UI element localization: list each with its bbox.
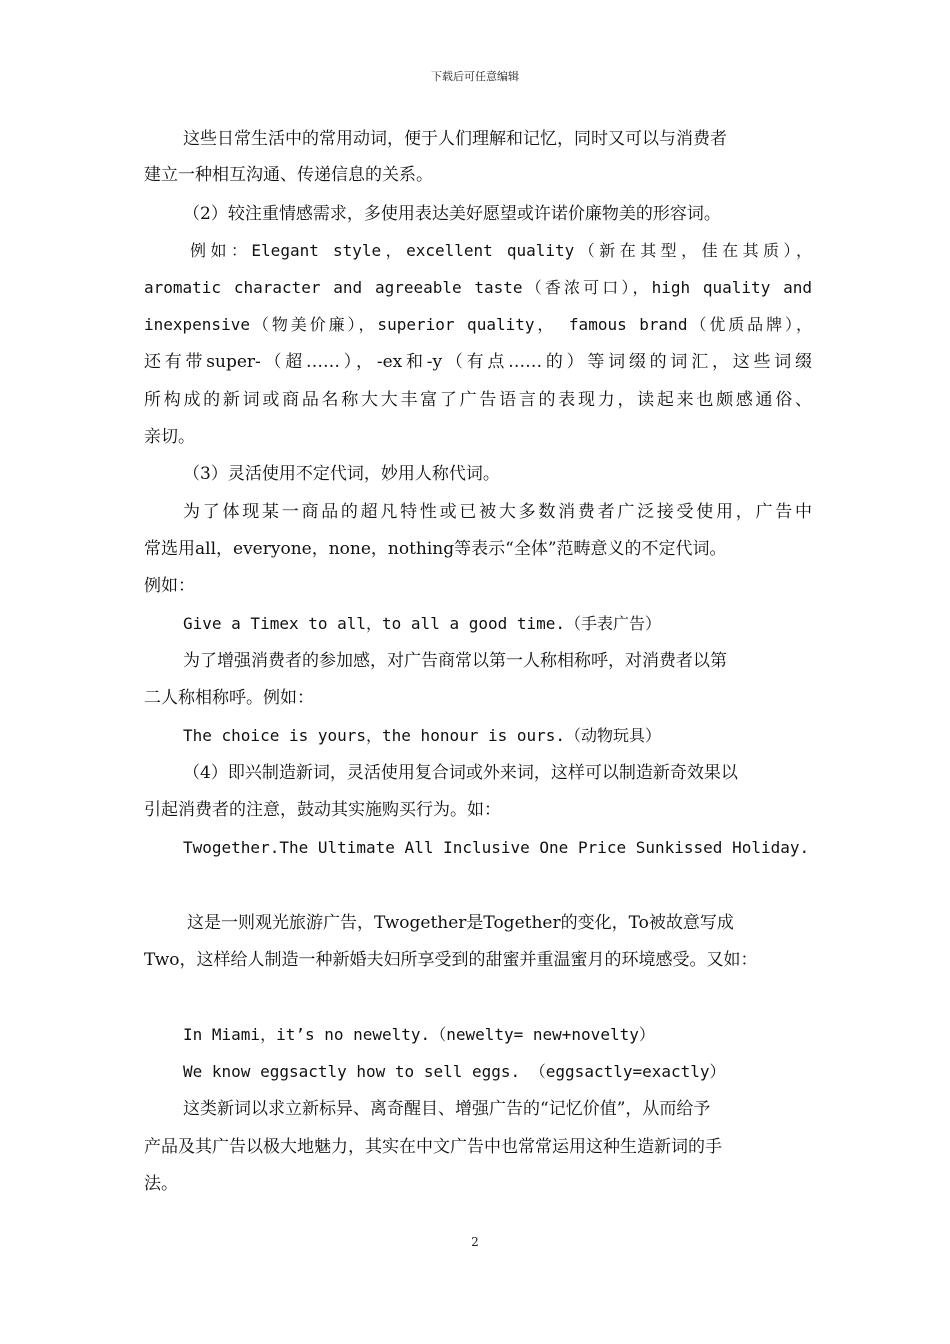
- paragraph-line: 例如：: [144, 576, 195, 596]
- example-line: The choice is yours，the honour is ours.（动物玩具）: [183, 726, 662, 745]
- paragraph-line: 所构成的新词或商品名称大大丰富了广告语言的表现力，读起来也颇感通俗、: [144, 390, 812, 410]
- paragraph-line: 常选用all，everyone，none，nothing等表示“全体”范畴意义的不定代词。: [144, 539, 727, 559]
- paragraph-line: 为了增强消费者的参加感，对广告商常以第一人称相称呼，对消费者以第: [183, 651, 727, 671]
- paragraph-line: 这是一则观光旅游广告，Twogether是Together的变化，To被故意写成: [187, 913, 734, 933]
- paragraph-line: 引起消费者的注意，鼓动其实施购买行为。如：: [144, 800, 501, 820]
- example-line: In Miami，it’s no newelty.（newelty= new+novelty）: [183, 1025, 655, 1044]
- example-line: We know eggsactly how to sell eggs. （eggsactly=exactly）: [183, 1062, 726, 1081]
- paragraph-line: （4）即兴制造新词，灵活使用复合词或外来词，这样可以制造新奇效果以: [183, 763, 738, 783]
- paragraph-line: aromatic character and agreeable taste（香浓可口），high quality and: [144, 278, 812, 297]
- paragraph-line: （2）较注重情感需求，多使用表达美好愿望或许诺价廉物美的形容词。: [183, 204, 721, 224]
- paragraph-line: 这些日常生活中的常用动词，便于人们理解和记忆，同时又可以与消费者: [183, 129, 727, 149]
- paragraph-line: 还有带super-（超……），-ex和-y（有点……的）等词缀的词汇，这些词缀: [144, 352, 812, 372]
- paragraph-line: （3）灵活使用不定代词，妙用人称代词。: [183, 464, 500, 484]
- paragraph-line: 亲切。: [144, 427, 195, 447]
- paragraph-line: 例如：Elegant style，excellent quality（新在其型，佳在其质），: [190, 241, 812, 260]
- paragraph-line: inexpensive（物美价廉），superior quality， famous brand（优质品牌），: [144, 315, 812, 334]
- paragraph-line: 二人称相称呼。例如：: [144, 688, 314, 708]
- example-line: Give a Timex to all，to all a good time.（手表广告）: [183, 614, 662, 633]
- example-line: Twogether.The Ultimate All Inclusive One Price Sunkissed Holiday.: [183, 838, 810, 857]
- paragraph-line: 这类新词以求立新标异、离奇醒目、增强广告的“记忆价值”，从而给予: [183, 1099, 711, 1119]
- paragraph-line: 为了体现某一商品的超凡特性或已被大多数消费者广泛接受使用，广告中: [183, 502, 812, 522]
- paragraph-line: 产品及其广告以极大地魅力，其实在中文广告中也常常运用这种生造新词的手: [144, 1137, 722, 1157]
- paragraph-line: Two，这样给人制造一种新婚夫妇所享受到的甜蜜并重温蜜月的环境感受。又如：: [144, 950, 758, 970]
- paragraph-line: 法。: [144, 1174, 178, 1194]
- page-number: 2: [471, 1235, 479, 1249]
- paragraph-line: 建立一种相互沟通、传递信息的关系。: [144, 165, 433, 185]
- header-note: 下载后可任意编辑: [431, 70, 519, 83]
